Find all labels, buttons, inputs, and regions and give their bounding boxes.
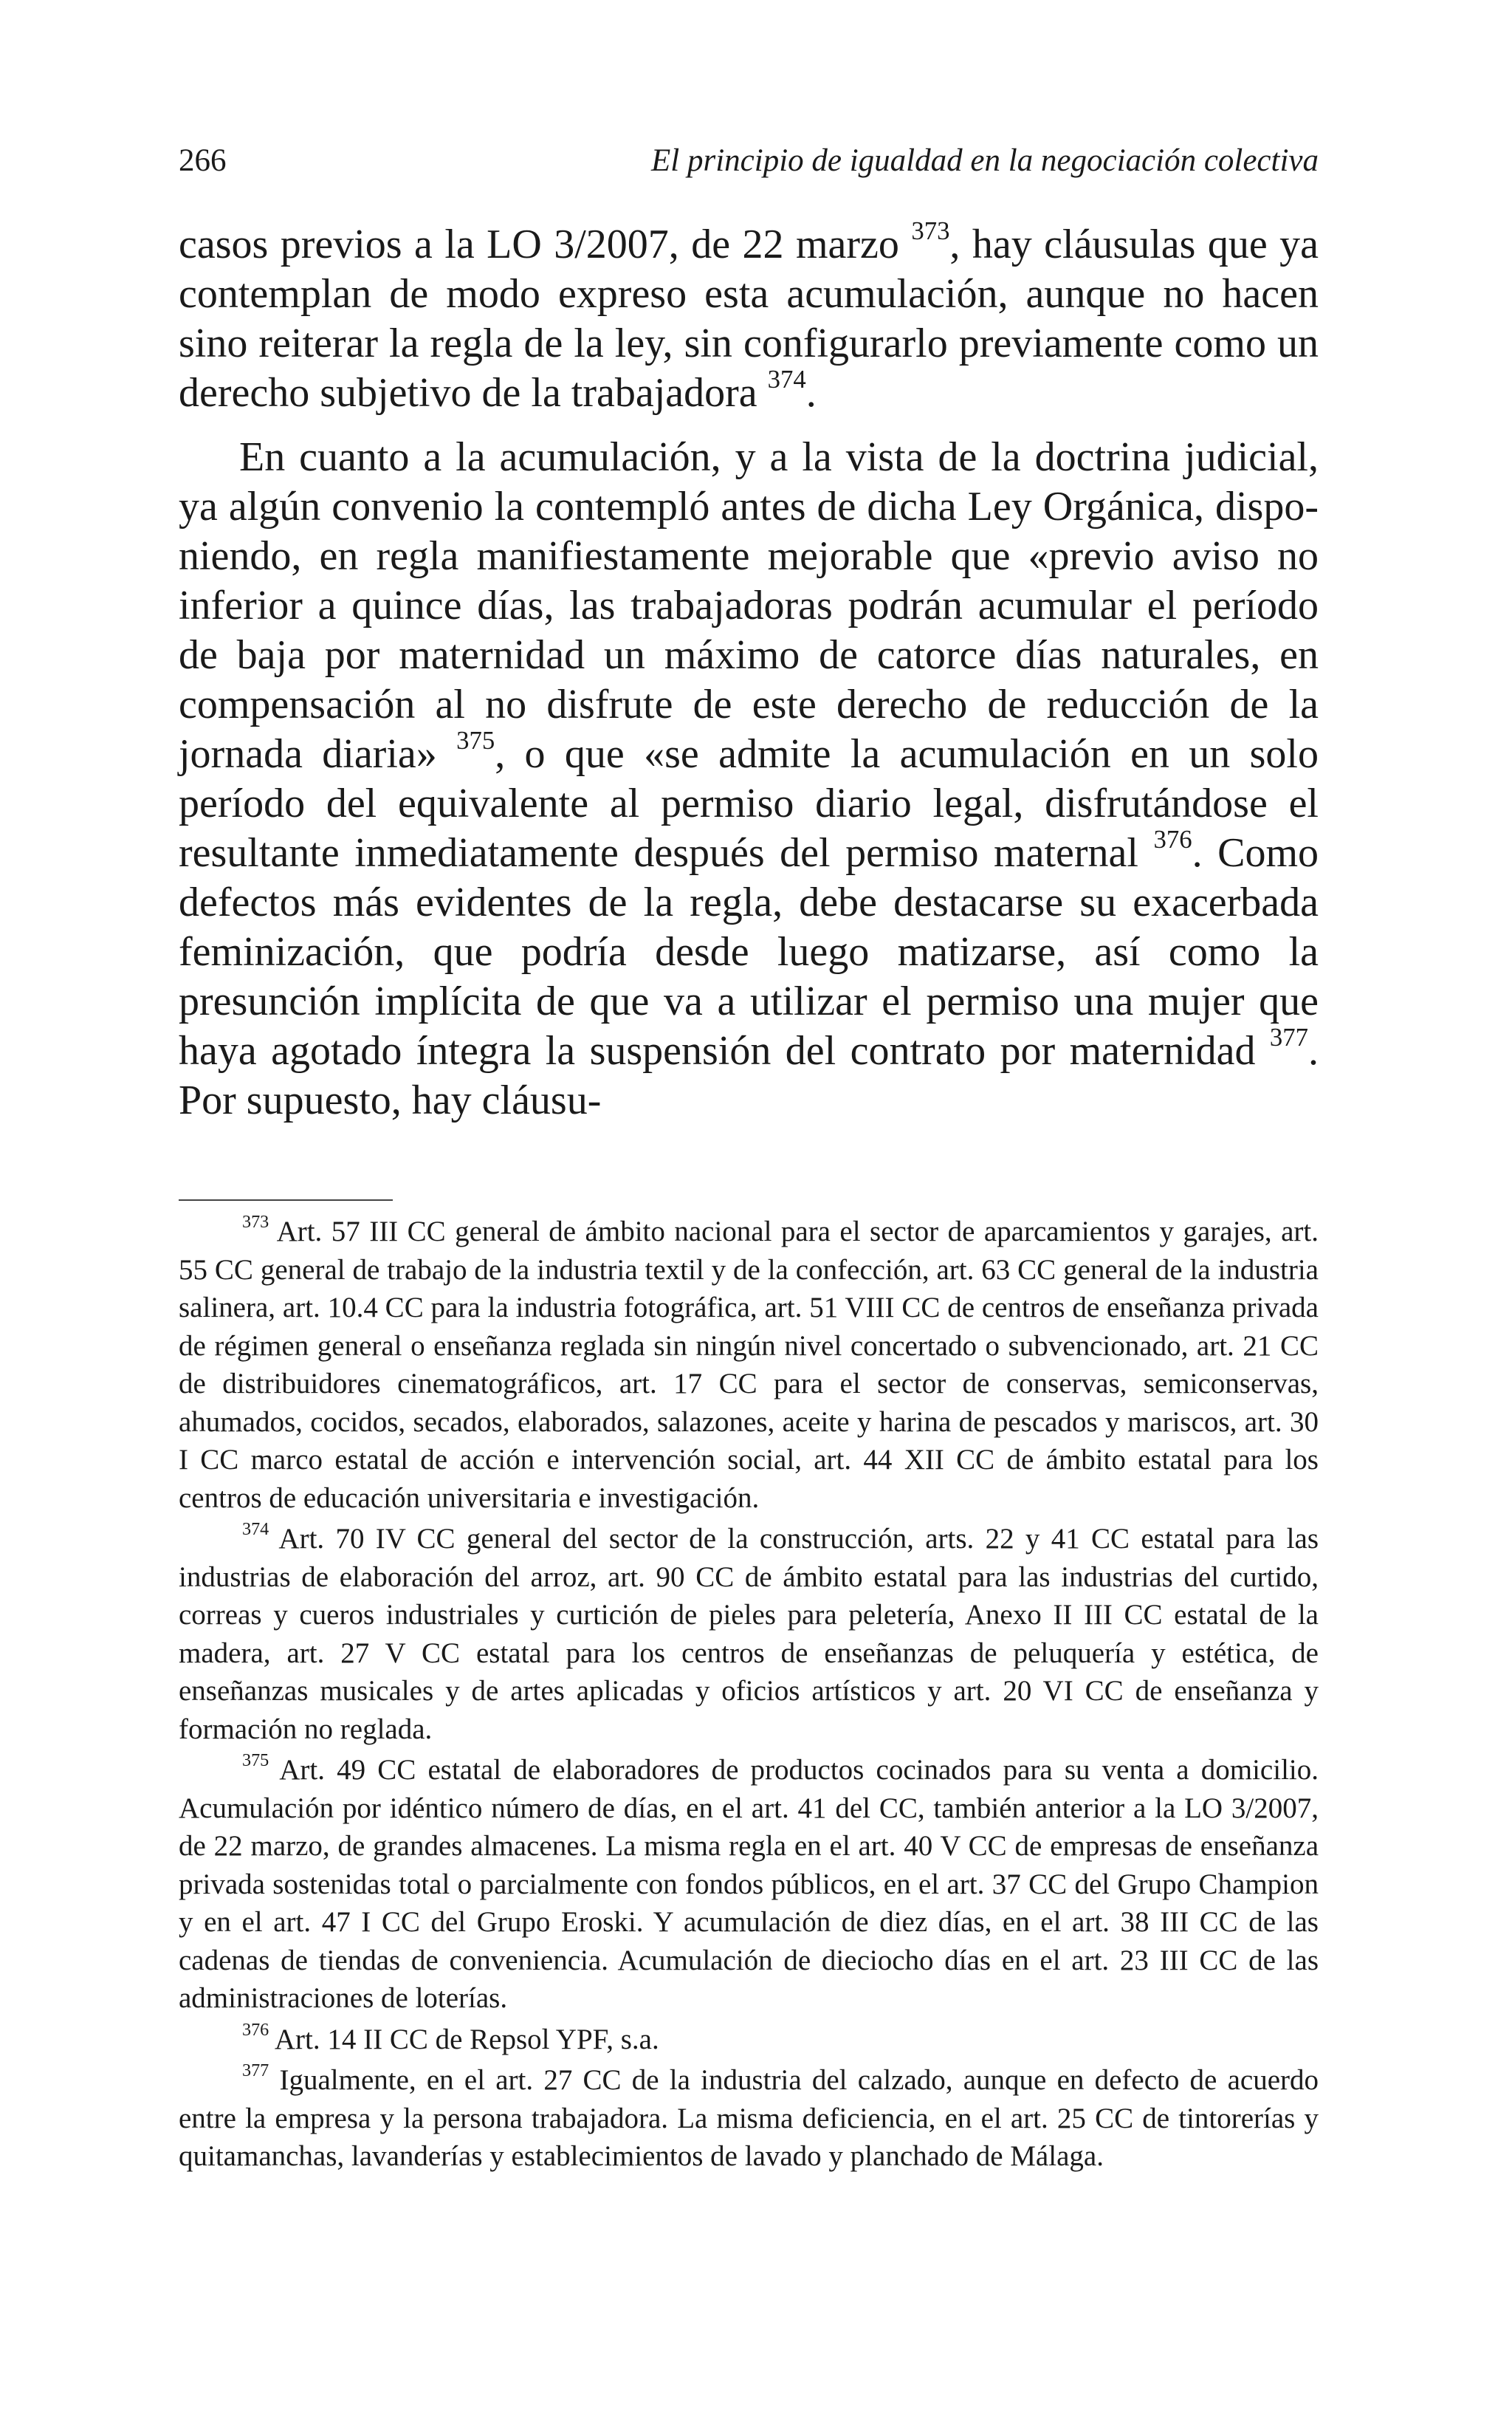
main-text (179, 216, 1319, 1126)
footnote-number: 375 (242, 1750, 269, 1771)
footnote-number: 377 (242, 2060, 269, 2081)
footnote-376 (179, 2021, 1319, 2059)
running-title: El principio de igualdad en la negociación colectiva (651, 143, 1319, 178)
footnote-373 (179, 1213, 1319, 1517)
footnote-ref-376: 376 (1153, 825, 1192, 854)
paragraph-1 (179, 216, 1319, 418)
text-run: En cuanto a la acumulación, y a la vista de la doctrina judicial, ya algún convenio la contempló antes de dicha Ley Orgánica, disponiendo, en regla manifiestamente mejorable que «previo aviso no inferior a quince días, las trabajadoras podrán acumular el período de baja por maternidad un máximo de catorce días naturales, en compensación al no disfrute de este derecho de reducción de la jornada diaria» (179, 434, 1319, 777)
footnote-ref-373: 373 (911, 216, 950, 246)
text-run: casos previos a la LO 3/2007, de 22 marzo (179, 222, 912, 267)
paragraph-2 (179, 433, 1319, 1126)
footnote-number: 376 (242, 2019, 269, 2040)
book-page (179, 140, 1319, 2179)
footnote-374 (179, 1520, 1319, 1748)
footnote-text: Art. 49 CC estatal de elaboradores de productos cocinados para su venta a domicilio. Acumulación por idéntico número de días, en el art. 41 del CC, también anterior a la LO 3/2007, de 22 marzo, de grandes almacenes. La misma regla en el art. 40 V CC de empresas de enseñanza privada sostenidas total o parcialmente con fondos públicos, en el art. 37 CC del Grupo Champion y en el art. 47 I CC del Grupo Eroski. Y acumulación de diez días, en el art. 38 III CC de las cadenas de tiendas de conveniencia. Acumulación de dieciocho días en el art. 23 III CC de las administraciones de loterías. (179, 1754, 1319, 2014)
footnote-ref-377: 377 (1269, 1023, 1308, 1052)
text-run: . Por supuesto, hay cláusu- (179, 1028, 1319, 1123)
footnote-ref-374: 374 (767, 365, 806, 394)
footnote-text: Art. 57 III CC general de ámbito nacional para el sector de aparcamientos y garajes, art. 55 CC general de trabajo de la industria textil y de la confección, art. 63 CC general de la industria salinera, art. 10.4 CC para la industria fotográfica, art. 51 VIII CC de centros de enseñanza privada de régimen general o enseñanza reglada sin ningún nivel concertado o subvencionado, art. 21 CC de distribuidores cinematográficos, art. 17 CC para el sector de conservas, semiconservas, ahumados, cocidos, secados, elaborados, salazones, aceite y harina de pescados y mariscos, art. 30 I CC marco estatal de acción e intervención social, art. 44 XII CC de ámbito estatal para los centros de educación universitaria e investigación. (179, 1216, 1319, 1514)
text-run: . Como defectos más evidentes de la regla, debe destacarse su exacerbada feminización, que podría desde luego matizarse, así como la presunción implícita de que va a utilizar el permiso una mujer que haya agotado íntegra la suspensión del contrato por maternidad (179, 830, 1319, 1074)
footnotes (179, 1213, 1319, 2176)
footnote-number: 374 (242, 1519, 269, 1540)
footnote-number: 373 (242, 1212, 269, 1233)
footnote-separator (179, 1199, 393, 1201)
footnote-text: Art. 14 II CC de Repsol YPF, s.a. (269, 2023, 659, 2055)
text-run: . (805, 370, 817, 416)
page-number: 266 (179, 143, 227, 178)
footnote-text: Art. 70 IV CC general del sector de la construcción, arts. 22 y 41 CC estatal para las industrias de elaboración del arroz, art. 90 CC de ámbito estatal para las industrias del curtido, correas y cueros industriales y curtición de pieles para peletería, Anexo II III CC estatal de la madera, art. 27 V CC estatal para los centros de enseñanzas de peluquería y estética, de enseñanzas musicales y de artes aplicadas y oficios artísticos y art. 20 VI CC de enseñanza y formación no reglada. (179, 1523, 1319, 1745)
footnote-377 (179, 2061, 1319, 2176)
footnote-text: Igualmente, en el art. 27 CC de la industria del calzado, aunque en defecto de acuerdo entre la empresa y la persona trabajadora. La misma deficiencia, en el art. 25 CC de tintorerías y quitamanchas, lavanderías y establecimientos de lavado y planchado de Málaga. (179, 2064, 1319, 2172)
running-header (179, 140, 1319, 182)
footnote-ref-375: 375 (456, 726, 495, 756)
text-run: , hay cláusulas que ya contemplan de modo expreso esta acumulación, aunque no hacen sino reiterar la regla de la ley, sin configurarlo previamente como un derecho subjetivo de la trabajadora (179, 222, 1319, 416)
text-run: , o que «se admite la acumulación en un solo período del equivalente al permiso diario legal, disfrutándose el resultante inmediatamente después del permiso maternal (179, 731, 1319, 876)
footnote-375 (179, 1751, 1319, 2018)
